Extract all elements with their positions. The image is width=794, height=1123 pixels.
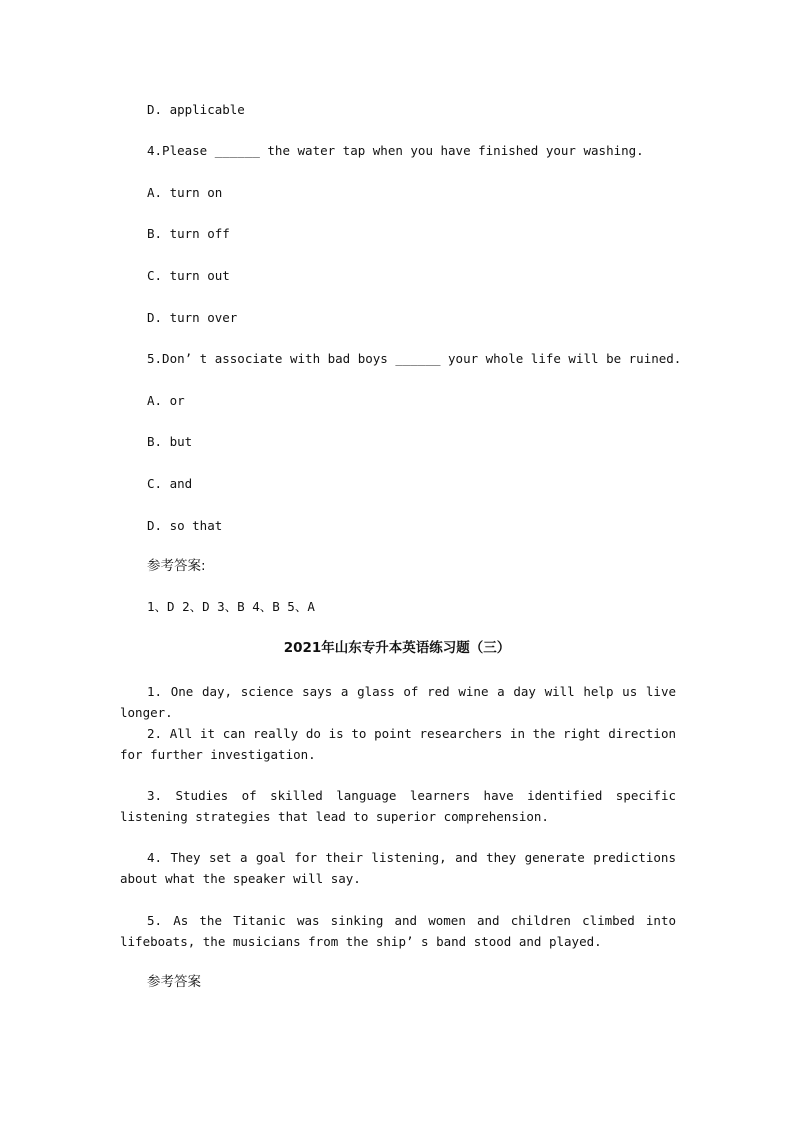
question-5-stem: 5.Don’ t associate with bad boys ______ your whole life will be ruined.: [147, 351, 682, 366]
question-4-option-d: D. turn over: [147, 310, 238, 325]
question-4-option-a: A. turn on: [147, 185, 223, 200]
translation-sentence-4: 4. They set a goal for their listening, and they generate predictions about what the speaker will say.: [120, 850, 676, 886]
answer-key-label: 参考答案:: [147, 558, 206, 574]
answer-key: 1、D 2、D 3、B 4、B 5、A: [147, 599, 315, 614]
question-5-option-b: B. but: [147, 434, 193, 449]
translation-sentence-2: 2. All it can really do is to point researchers in the right direction for further investigation.: [120, 726, 676, 762]
section-3-answer-label: 参考答案: [147, 974, 201, 990]
section-3-title: 2021年山东专升本英语练习题（三）: [283, 640, 511, 656]
translation-sentence-1: 1. One day, science says a glass of red wine a day will help us live longer.: [120, 684, 676, 720]
question-4-option-b: B. turn off: [147, 226, 230, 241]
question-5-option-d: D. so that: [147, 518, 223, 533]
question-4-stem: 4.Please ______ the water tap when you have finished your washing.: [147, 143, 644, 158]
option-d-applicable: D. applicable: [147, 102, 245, 117]
question-5-option-c: C. and: [147, 476, 193, 491]
translation-sentence-3: 3. Studies of skilled language learners have identified specific listening strategies that lead to superior comprehension.: [120, 788, 676, 824]
question-4-option-c: C. turn out: [147, 268, 230, 283]
question-5-option-a: A. or: [147, 393, 185, 408]
translation-sentence-5: 5. As the Titanic was sinking and women and children climbed into lifeboats, the musicians from the ship’ s band stood and played.: [120, 913, 676, 949]
